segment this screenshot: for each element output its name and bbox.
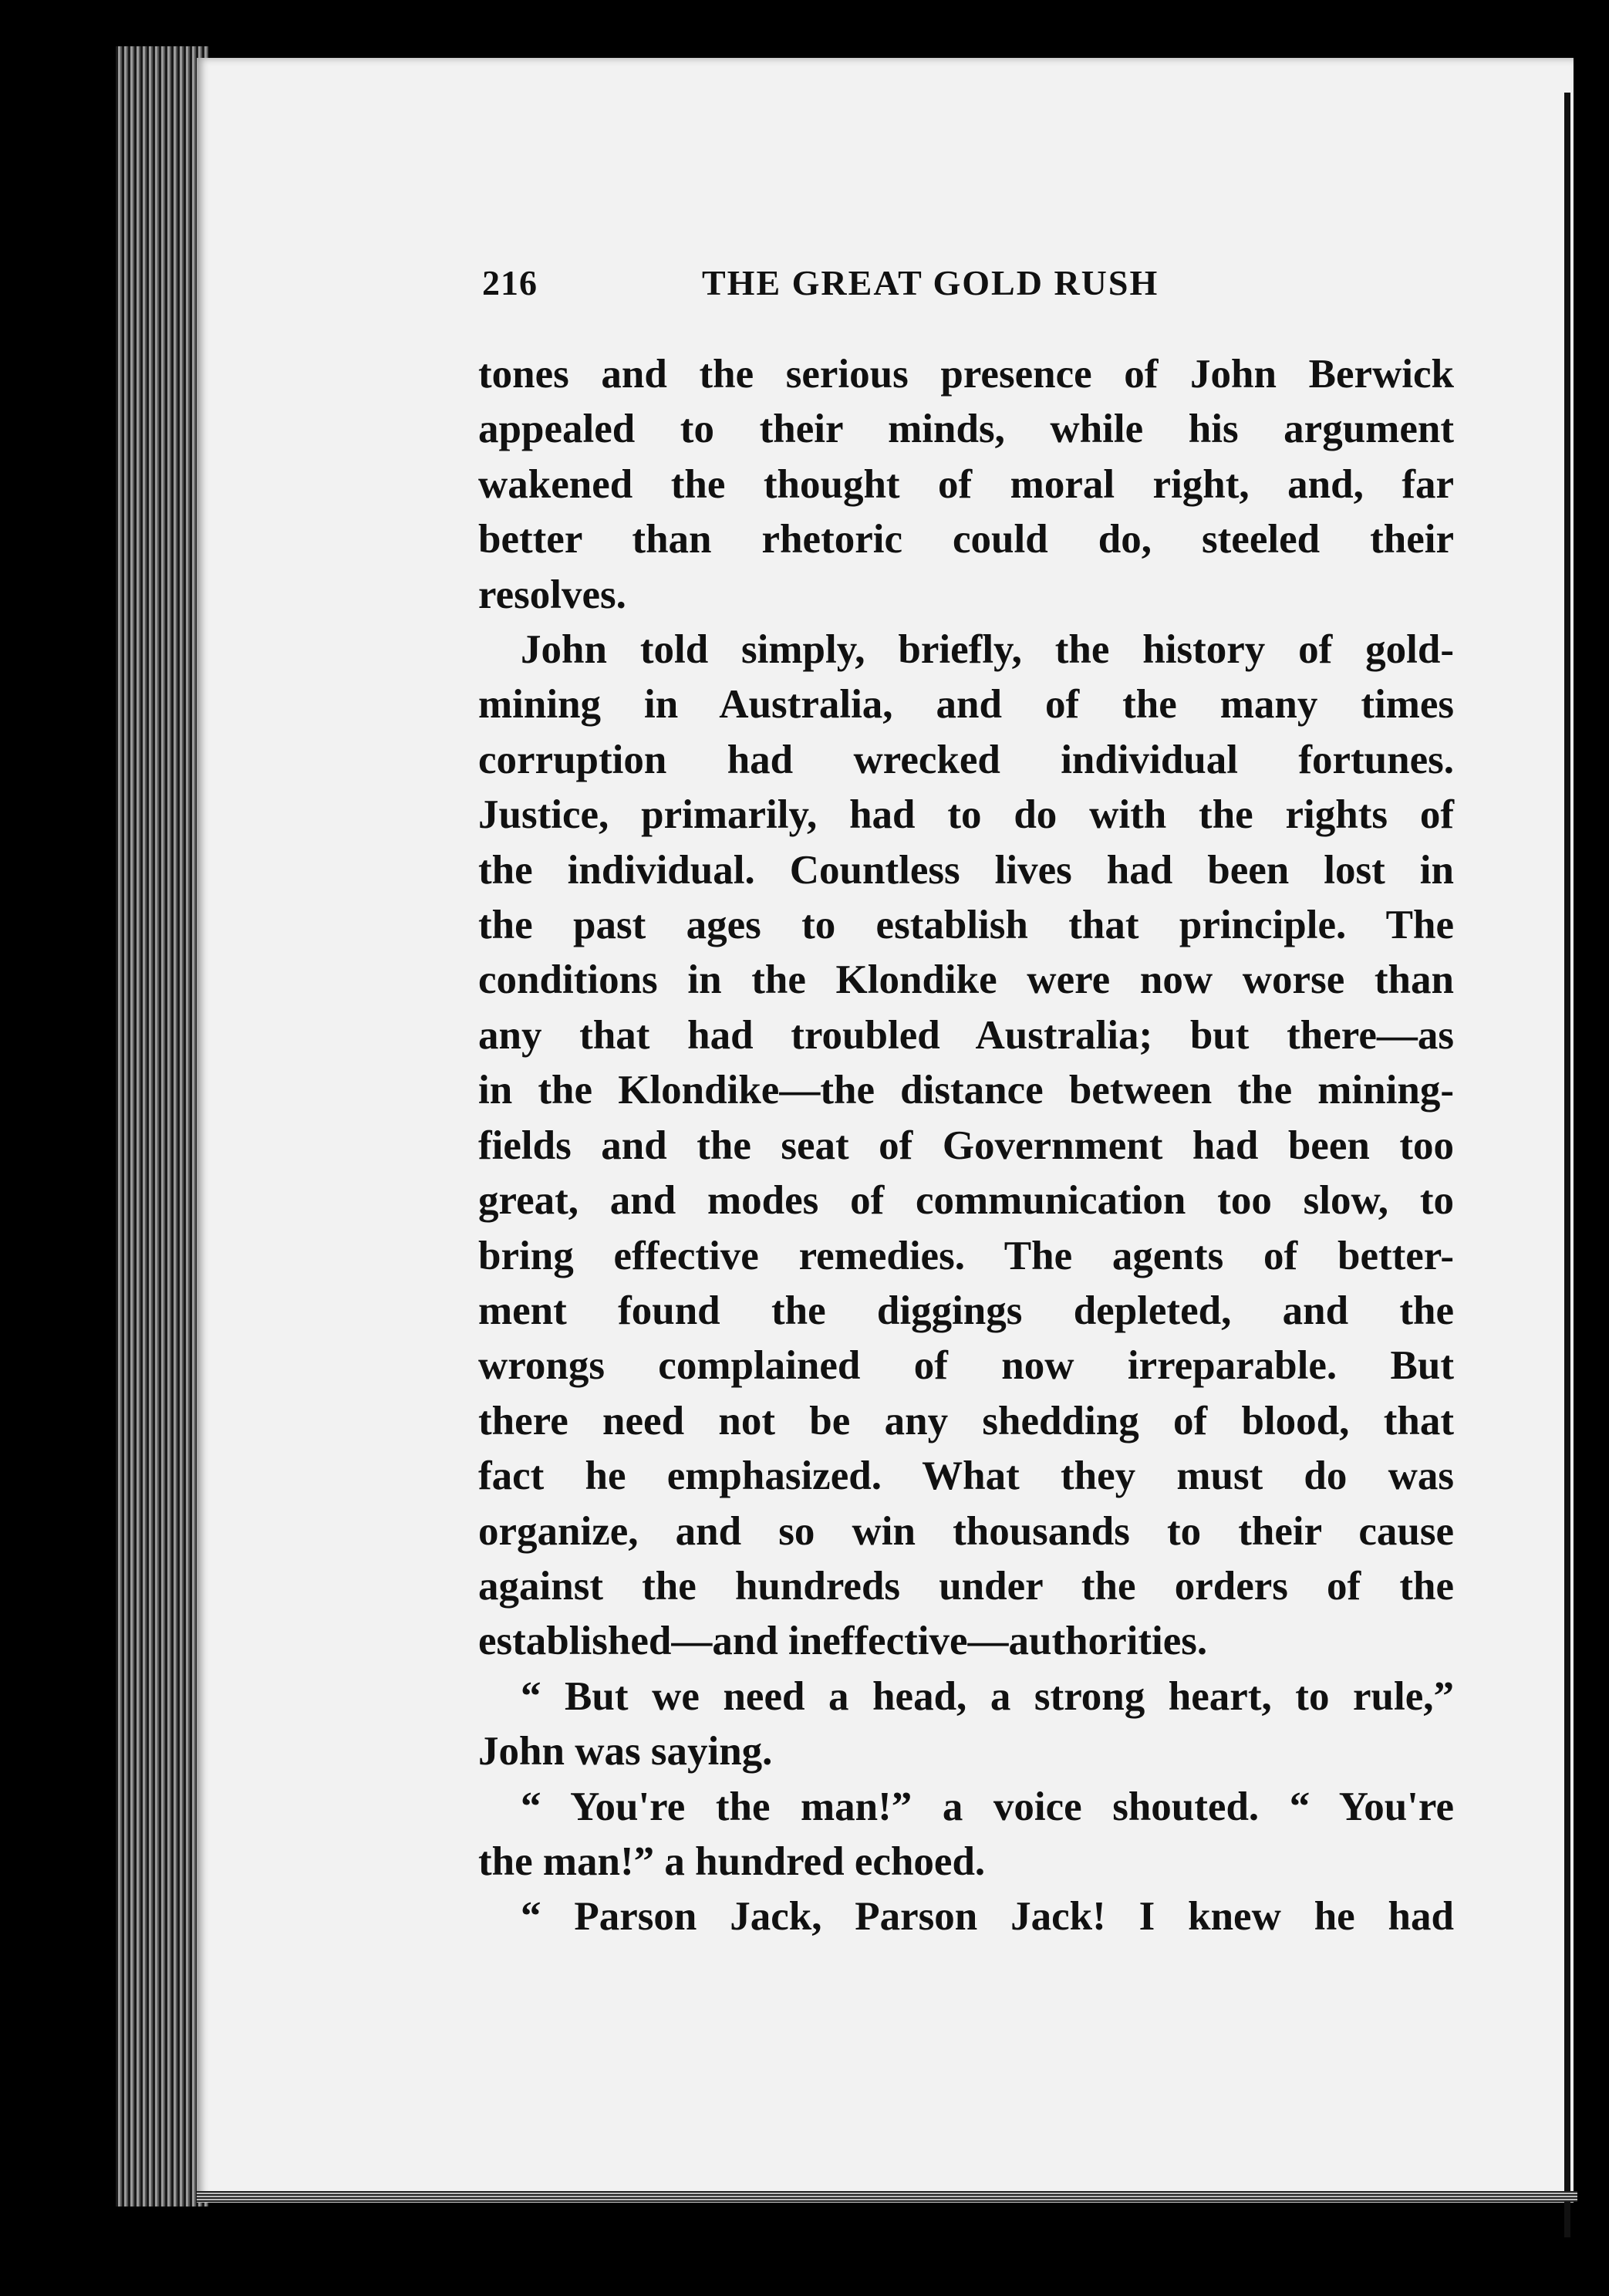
text-line: wakened the thought of moral right, and, far <box>478 461 1454 507</box>
text-line: against the hundreds under the orders of the <box>478 1563 1454 1609</box>
paragraph <box>478 347 1454 623</box>
paragraph <box>478 1889 1454 1944</box>
running-title: THE GREAT GOLD RUSH <box>702 263 1159 302</box>
text-line: Justice, primarily, had to do with the rights of <box>478 792 1454 838</box>
running-head <box>482 262 1454 316</box>
text-line: the man!” a hundred echoed. <box>478 1838 986 1884</box>
text-line: established—and ineffective—authorities. <box>478 1619 1208 1664</box>
text-line: the individual. Countless lives had been lost in <box>478 847 1454 893</box>
page-right-edge <box>1564 93 1570 2237</box>
text-line: “ You're the man!” a voice shouted. “ You're <box>521 1784 1454 1829</box>
text-line: conditions in the Klondike were now worse than <box>478 957 1454 1003</box>
text-line: resolves. <box>478 572 626 617</box>
paragraph <box>478 1780 1454 1890</box>
text-line: mining in Australia, and of the many times <box>478 682 1454 728</box>
text-line: “ But we need a head, a strong heart, to rule,” <box>521 1673 1454 1719</box>
text-line: tones and the serious presence of John Berwick <box>478 352 1454 397</box>
text-line: great, and modes of communication too slow, to <box>478 1178 1454 1224</box>
text-line: ment found the diggings depleted, and the <box>478 1288 1454 1333</box>
text-line: fields and the seat of Government had been too <box>478 1123 1454 1168</box>
text-line: there need not be any shedding of blood, that <box>478 1398 1454 1443</box>
text-line: “ Parson Jack, Parson Jack! I knew he had <box>521 1894 1454 1940</box>
paragraph <box>478 1670 1454 1780</box>
text-line: John told simply, briefly, the history of gold- <box>521 627 1454 673</box>
text-line: better than rhetoric could do, steeled their <box>478 517 1454 562</box>
text-line: in the Klondike—the distance between the mining- <box>478 1068 1454 1113</box>
text-line: appealed to their minds, while his argument <box>478 407 1454 452</box>
text-line: any that had troubled Australia; but there—as <box>478 1012 1454 1058</box>
text-line: fact he emphasized. What they must do was <box>478 1454 1454 1499</box>
text-line: wrongs complained of now irreparable. But <box>478 1343 1454 1389</box>
text-line: John was saying. <box>478 1729 773 1774</box>
text-line: organize, and so win thousands to their cause <box>478 1508 1454 1554</box>
text-line: the past ages to establish that principle. The <box>478 903 1454 948</box>
text-line: corruption had wrecked individual fortunes. <box>478 737 1454 782</box>
paragraph <box>478 623 1454 1670</box>
text-line: bring effective remedies. The agents of better- <box>478 1233 1454 1278</box>
page-edges <box>116 46 208 2207</box>
page-number: 216 <box>482 263 538 302</box>
page-bottom-edge <box>197 2191 1577 2202</box>
body-text <box>478 347 1454 1945</box>
